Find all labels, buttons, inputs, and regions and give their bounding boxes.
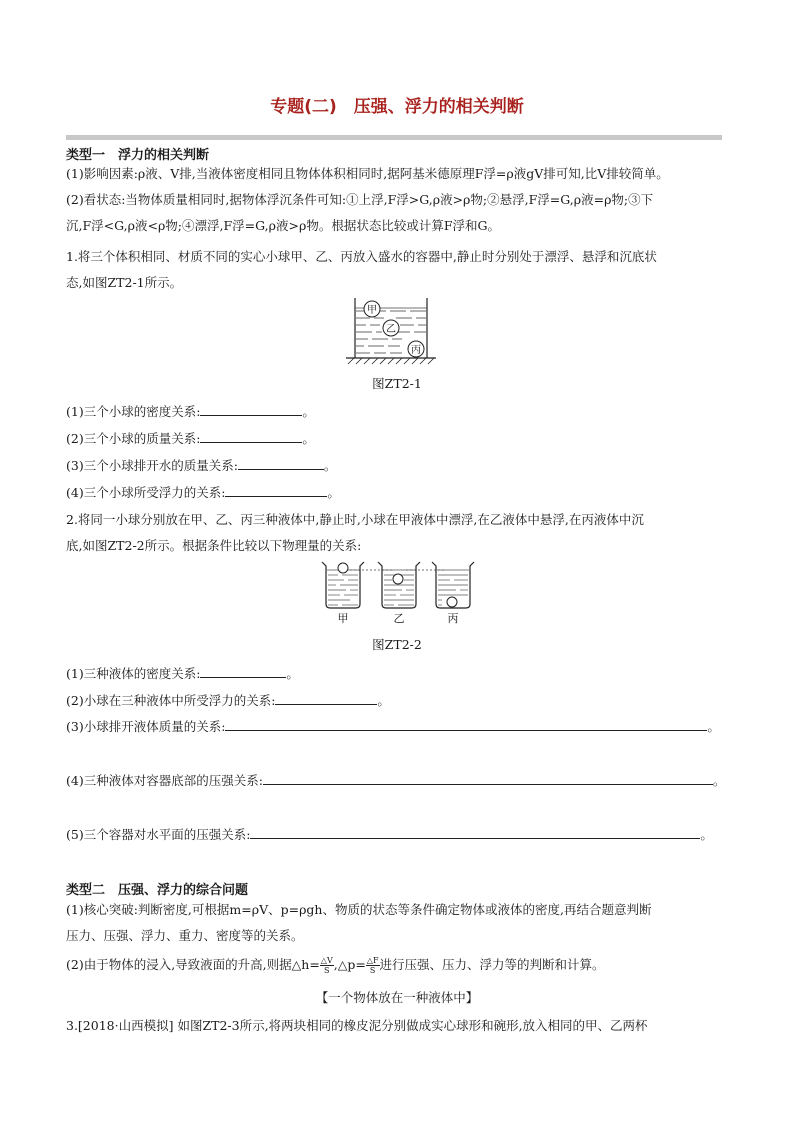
ball-bing-label: 丙	[411, 345, 421, 356]
type2-paragraph-1a: (1)核心突破:判断密度,可根据m=ρV、p=ρgh、物质的状态等条件确定物体或液体的密度,再结合题意判断	[66, 902, 652, 917]
q2-stem-b: 底,如图ZT2-2所示。根据条件比较以下物理量的关系:	[66, 538, 362, 553]
q1-item-1: (1)三个小球的密度关系: 。	[66, 404, 315, 419]
answer-blank[interactable]	[250, 826, 700, 839]
q1-item-2: (2)三个小球的质量关系: 。	[66, 431, 315, 446]
ball	[338, 563, 348, 573]
figure-zt2-2-caption: 图ZT2-2	[372, 637, 422, 652]
q1-item-4: (4)三个小球所受浮力的关系: 。	[66, 485, 340, 500]
type2-paragraph-1b: 压力、压强、浮力、重力、密度等的关系。	[66, 928, 304, 943]
q2-stem-a: 2.将同一小球分别放在甲、乙、丙三种液体中,静止时,小球在甲液体中漂浮,在乙液体中悬浮,在丙液体中沉	[66, 512, 644, 527]
figure-zt2-2	[316, 558, 482, 628]
ball-jia-label: 甲	[367, 305, 377, 316]
q2-item-4: (4)三种液体对容器底部的压强关系: 。	[66, 773, 726, 788]
type1-paragraph-1: (1)影响因素:ρ液、V排,当液体密度相同且物体体积相同时,据阿基米德原理F浮=ρ液gV排可知,比V排较简单。	[66, 166, 669, 181]
fraction-delta-v-over-s: $\frac{\triangle V}{S}$	[320, 956, 333, 975]
answer-blank[interactable]	[275, 692, 377, 705]
q1-stem-a: 1.将三个体积相同、材质不同的实心小球甲、乙、丙放入盛水的容器中,静止时分别处于漂浮、悬浮和沉底状	[66, 249, 657, 264]
type2-subheading: 【一个物体放在一种液体中】	[315, 990, 479, 1005]
answer-blank[interactable]	[225, 484, 327, 497]
beaker-yi	[378, 562, 420, 608]
answer-blank[interactable]	[200, 430, 302, 443]
beaker-yi-label: 乙	[393, 612, 405, 625]
answer-blank[interactable]	[200, 403, 302, 416]
type2-paragraph-2: (2)由于物体的浸入,导致液面的升高,则据△h= $\frac{\triangle V}{S}$ ,△p= $\frac{\triangle F}{S}$ 进行压强、压力、浮力等的判断和计算。	[66, 956, 605, 975]
q2-item-3: (3)小球排开液体质量的关系: 。	[66, 719, 720, 734]
answer-blank[interactable]	[200, 665, 286, 678]
q1-item-3: (3)三个小球排开水的质量关系: 。	[66, 458, 337, 473]
ball-yi-label: 乙	[386, 324, 396, 335]
fraction-delta-f-over-s: $\frac{\triangle F}{S}$	[366, 956, 379, 975]
answer-blank[interactable]	[238, 457, 324, 470]
type1-paragraph-2a: (2)看状态:当物体质量相同时,据物体浮沉条件可知:①上浮,F浮>G,ρ液>ρ物;②悬浮,F浮=G,ρ液=ρ物;③下	[66, 192, 654, 207]
ball	[447, 597, 457, 607]
beaker-jia-label: 甲	[337, 612, 349, 625]
q2-item-2: (2)小球在三种液体中所受浮力的关系: 。	[66, 693, 390, 708]
type2-heading: 类型二 压强、浮力的综合问题	[66, 883, 249, 898]
answer-blank[interactable]	[225, 718, 707, 731]
q1-stem-b: 态,如图ZT2-1所示。	[66, 275, 183, 290]
figure-zt2-1	[346, 296, 436, 366]
title-divider	[66, 135, 722, 140]
answer-blank[interactable]	[263, 772, 713, 785]
beaker-jia	[322, 562, 364, 608]
q2-item-5: (5)三个容器对水平面的压强关系: 。	[66, 827, 713, 842]
figure-zt2-1-caption: 图ZT2-1	[372, 376, 422, 391]
ball	[393, 574, 403, 584]
type1-paragraph-2b: 沉,F浮<G,ρ液<ρ物;④漂浮,F浮=G,ρ液>ρ物。根据状态比较或计算F浮和G。	[66, 218, 500, 233]
beaker-bing	[432, 562, 474, 608]
q3-stem: 3.[2018·山西模拟] 如图ZT2-3所示,将两块相同的橡皮泥分别做成实心球形和碗形,放入相同的甲、乙两杯	[66, 1018, 648, 1033]
page-title: 专题(二) 压强、浮力的相关判断	[270, 97, 524, 117]
type1-heading: 类型一 浮力的相关判断	[66, 148, 210, 163]
beaker-bing-label: 丙	[447, 612, 459, 625]
q2-item-1: (1)三种液体的密度关系: 。	[66, 666, 299, 681]
